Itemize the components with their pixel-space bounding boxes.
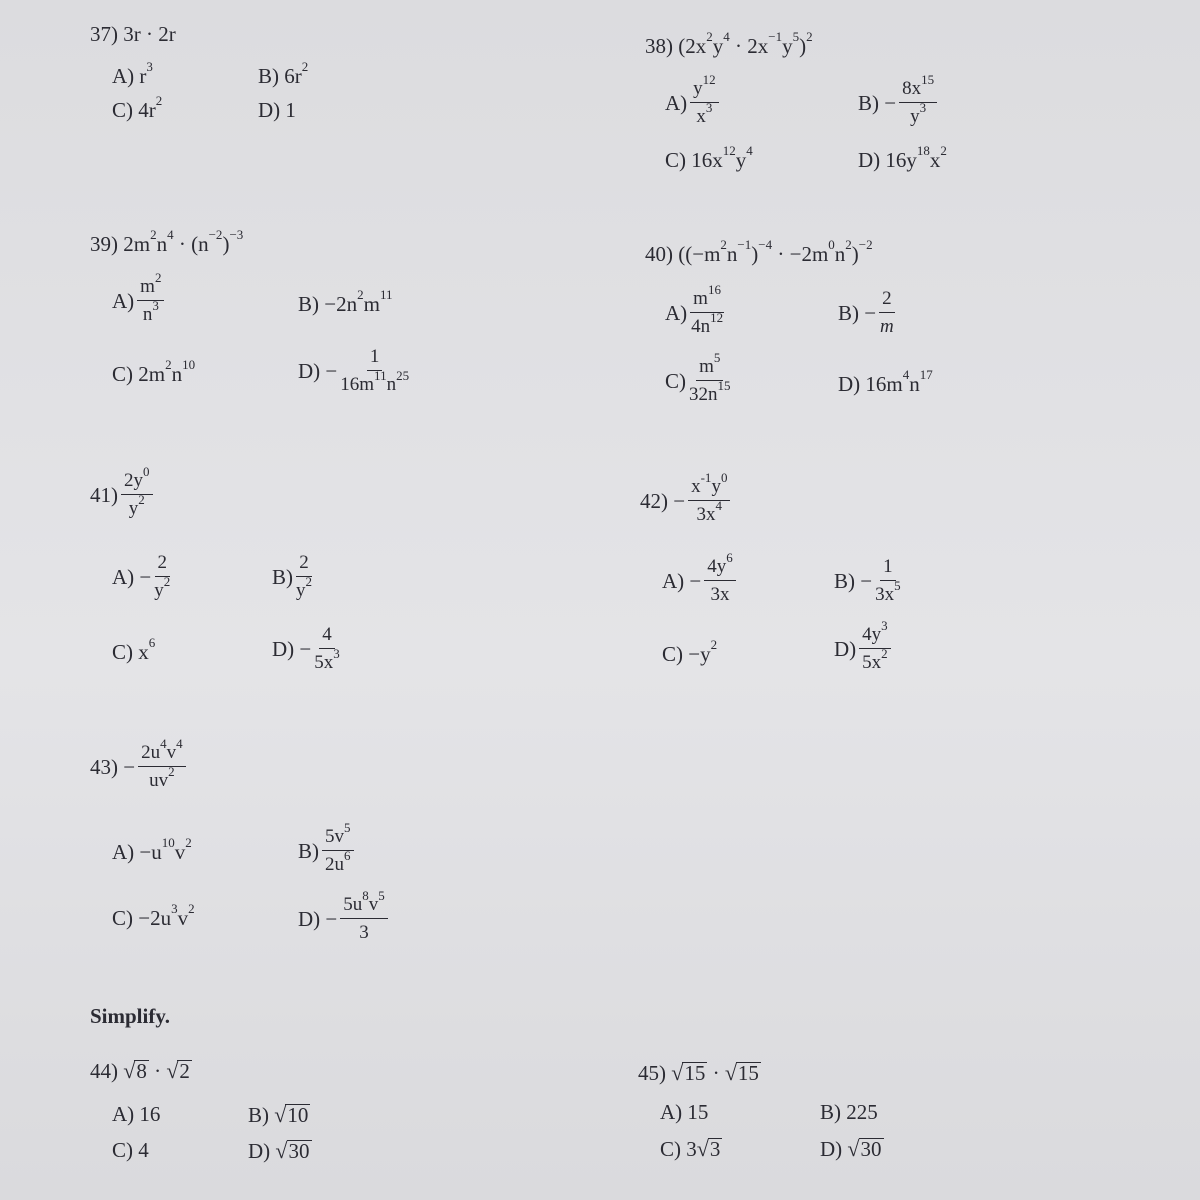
question-42-stem: 42) − $\frac{x^{-1}y^0}{3x^4}$ — [640, 476, 733, 526]
question-38-option-c[interactable]: C) $16x^{12}y^4$ — [665, 143, 753, 172]
question-41-option-a[interactable]: A) − $\frac{2}{y^2}$ — [112, 552, 171, 601]
question-39-option-d[interactable]: D) − $\frac{1}{16m^{11}n^{25}}$ — [298, 346, 410, 395]
question-45-stem: 45) √15 · √15 — [638, 1060, 759, 1085]
question-40-stem: 40) $((-m^2n^{-1})^{-4} \cdot -2m^0n^2)^{-2}$ — [645, 237, 873, 266]
question-42-option-a[interactable]: A) − $\frac{4y^6}{3x}$ — [662, 556, 739, 606]
question-44-option-d[interactable]: D) √30 — [248, 1138, 310, 1163]
question-38-option-a[interactable]: A) $\frac{y^{12}}{x^3}$ — [665, 78, 722, 128]
question-41-option-c[interactable]: C) $x^6$ — [112, 635, 156, 664]
question-42-option-b[interactable]: B) − $\frac{1}{3x^5}$ — [834, 556, 901, 605]
question-37-option-c[interactable]: C) $4r^2$ — [112, 93, 163, 122]
question-43-option-d[interactable]: D) − $\frac{5u^8v^5}{3}$ — [298, 894, 391, 944]
question-41-option-d[interactable]: D) − $\frac{4}{5x^3}$ — [272, 624, 340, 673]
question-45-option-d[interactable]: D) √30 — [820, 1136, 882, 1161]
question-41-option-b[interactable]: B) $\frac{2}{y^2}$ — [272, 552, 312, 601]
question-40-option-a[interactable]: A) $\frac{m^{16}}{4n^{12}}$ — [665, 282, 724, 337]
question-39-option-b[interactable]: $B) -2n^2m^{11}$ — [298, 287, 393, 316]
question-40-option-d[interactable]: D) $16m^4n^{17}$ — [838, 367, 933, 396]
question-44-option-c[interactable]: C) 4 — [112, 1138, 149, 1162]
question-37-option-a[interactable]: A) $r^3$ — [112, 59, 153, 88]
question-44-option-a[interactable]: A) 16 — [112, 1102, 161, 1126]
question-37-stem: 37) 3r · 2r — [90, 22, 176, 46]
question-43-option-c[interactable]: $C) -2u^3v^2$ — [112, 901, 195, 930]
question-40-option-b[interactable]: B) − $\frac{2}{m}$ — [838, 288, 894, 337]
question-44-option-b[interactable]: B) √10 — [248, 1102, 309, 1127]
question-40-option-c[interactable]: C) $\frac{m^5}{32n^{15}}$ — [665, 350, 731, 405]
question-37-option-b[interactable]: B) $6r^2$ — [258, 59, 309, 88]
question-43-option-a[interactable]: $A) -u^{10}v^2$ — [112, 835, 192, 864]
question-41-stem: 41) $\frac{2y^0}{y^2}$ — [90, 470, 156, 520]
question-45-option-b[interactable]: B) 225 — [820, 1100, 878, 1124]
question-42-option-d[interactable]: D) $\frac{4y^3}{5x^2}$ — [834, 624, 894, 674]
question-39-stem: 39) $2m^2n^4 \cdot (n^{-2})^{-3}$ — [90, 227, 244, 256]
question-45-option-a[interactable]: A) 15 — [660, 1100, 709, 1124]
question-39-option-c[interactable]: C) $2m^2n^{10}$ — [112, 357, 196, 386]
question-44-stem: 44) √8 · √2 — [90, 1058, 190, 1083]
question-43-option-b[interactable]: B) $\frac{5v^5}{2u^6}$ — [298, 826, 357, 876]
question-45-option-c[interactable]: C) 3√3 — [660, 1136, 721, 1161]
question-42-option-c[interactable]: $C) -y^2$ — [662, 637, 718, 666]
question-38-option-b[interactable]: B) − $\frac{8x^{15}}{y^3}$ — [858, 78, 940, 128]
section-heading: Simplify. — [90, 1004, 170, 1028]
question-38-stem: 38) $(2x^2y^4 \cdot 2x^{-1}y^5)^2$ — [645, 29, 813, 58]
question-37-option-d[interactable]: D) 1 — [258, 98, 296, 122]
question-43-stem: 43) − $\frac{2u^4v^4}{uv^2}$ — [90, 742, 189, 792]
question-39-option-a[interactable]: A) $\frac{m^2}{n^3}$ — [112, 276, 167, 326]
question-38-option-d[interactable]: D) $16y^{18}x^2$ — [858, 143, 947, 172]
